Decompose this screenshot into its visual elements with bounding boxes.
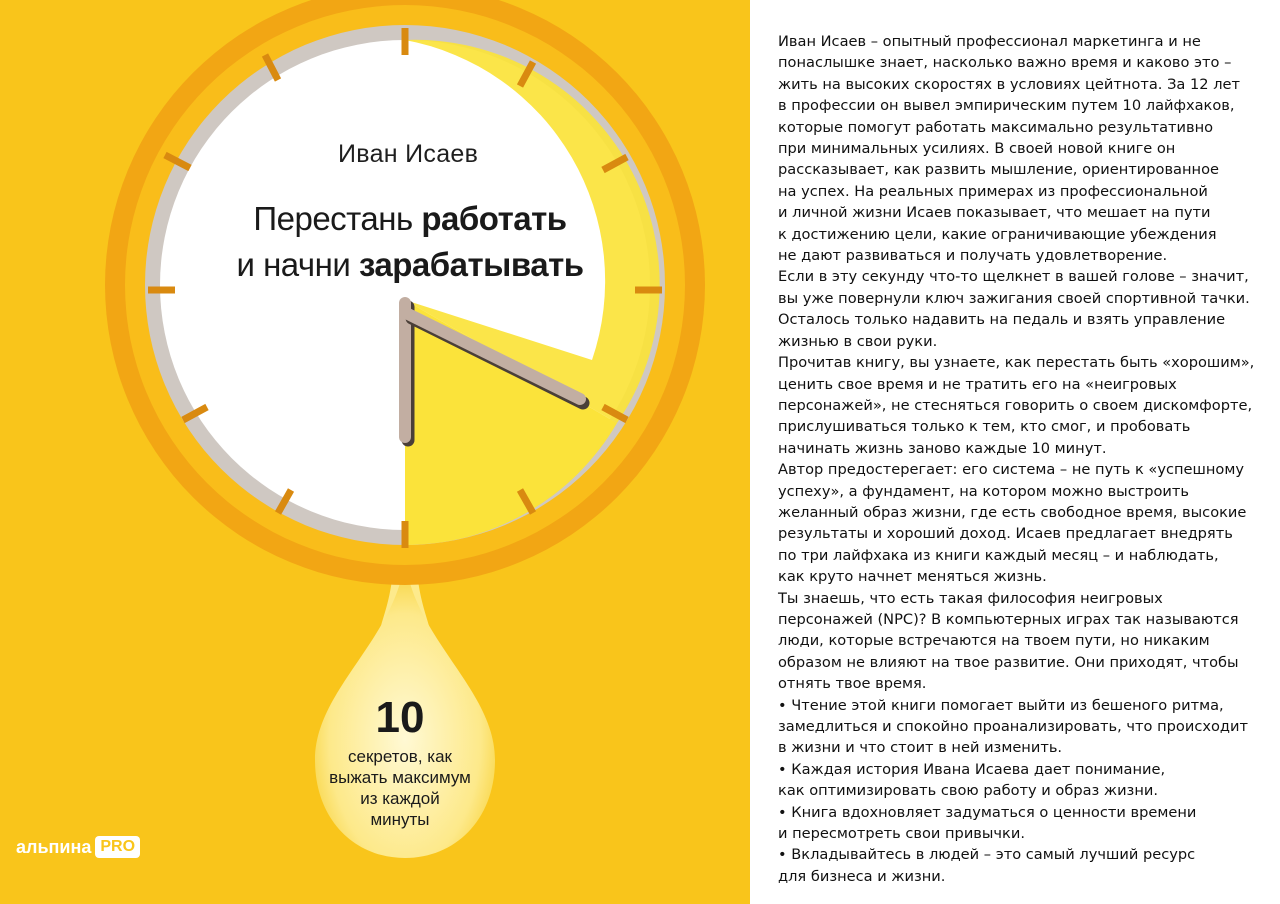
title-line-1-bold: работать (421, 200, 567, 237)
description-paragraph: Автор предостерегает: его система – не путь к «успешному успеху», а фундамент, на котором можно выстроить желанный образ жизни, где есть свободное время, высокие результаты и хороший доход. Исаев предлагает внедрять по три лайфхака из книги каждый месяц – и наблюдать, как круто начнет меняться жизнь. (778, 461, 1247, 586)
description-paragraph: Прочитав книгу, вы узнаете, как перестать быть «хорошим», ценить свое время и не тратить его на «неигровых персонажей», не стесняться говорить о своем дискомфорте, прислушиваться только к тем, кто смог, и пробовать начинать жизнь заново каждые 10 минут. (778, 354, 1255, 457)
description-paragraph: • Чтение этой книги помогает выйти из бешеного ритма, замедлиться и спокойно проанализировать, что происходит в жизни и что стоит в ней изменить. (778, 696, 1248, 757)
publisher-logo (16, 834, 140, 860)
description-paragraph: • Каждая история Ивана Исаева дает понимание, как оптимизировать свою работу и образ жизни. (778, 760, 1166, 800)
book-author: Иван Исаев (338, 140, 479, 168)
title-line-2-bold: зарабатывать (358, 246, 584, 283)
title-line-1 (190, 196, 630, 242)
title-line-1-light: Перестань (253, 200, 422, 237)
drop-subtitle: секретов, как выжать максимум из каждой минуты (329, 747, 471, 829)
book-title (190, 196, 630, 288)
description-paragraph: Ты знаешь, что есть такая философия неигровых персонажей (NPC)? В компьютерных играх так называются люди, которые встречаются на твоем пути, но никаким образом не влияют на твое развитие. Они приходят, чтобы отнять твое время. (778, 589, 1239, 693)
description-paragraph: Иван Исаев – опытный профессионал маркетинга и не понаслышке знает, насколько важно время и каково это – жить на высоких скоростях в условиях цейтнота. За 12 лет в профессии он вывел эмпирическим путем 10 лайфхаков, которые помогут работать максимально результативно при минимальных усилиях. В своей новой книге он рассказывает, как развить мышление, ориентированное на успех. На реальных примерах из профессиональной и личной жизни Исаев показывает, что мешает на пути к достижению цели, какие ограничивающие убеждения не дают развиваться и получать удовлетворение. (778, 33, 1241, 265)
publisher-name: альпина (16, 836, 92, 857)
title-line-2-light: и начни (236, 246, 359, 283)
publisher-badge: PRO (95, 836, 140, 858)
description-paragraph: Если в эту секунду что-то щелкнет в вашей голове – значит, вы уже повернули ключ зажигания своей спортивной тачки. Осталось только надавить на педаль и взять управление жизнью в свои руки. (778, 268, 1250, 350)
title-line-2 (190, 242, 630, 288)
description-paragraph: • Книга вдохновляет задуматься о ценности времени и пересмотреть свои привычки. (778, 803, 1197, 843)
drop-number: 10 (375, 693, 425, 742)
book-description (778, 31, 1258, 887)
description-paragraph: • Вкладывайтесь в людей – это самый лучший ресурс для бизнеса и жизни. (778, 846, 1196, 885)
